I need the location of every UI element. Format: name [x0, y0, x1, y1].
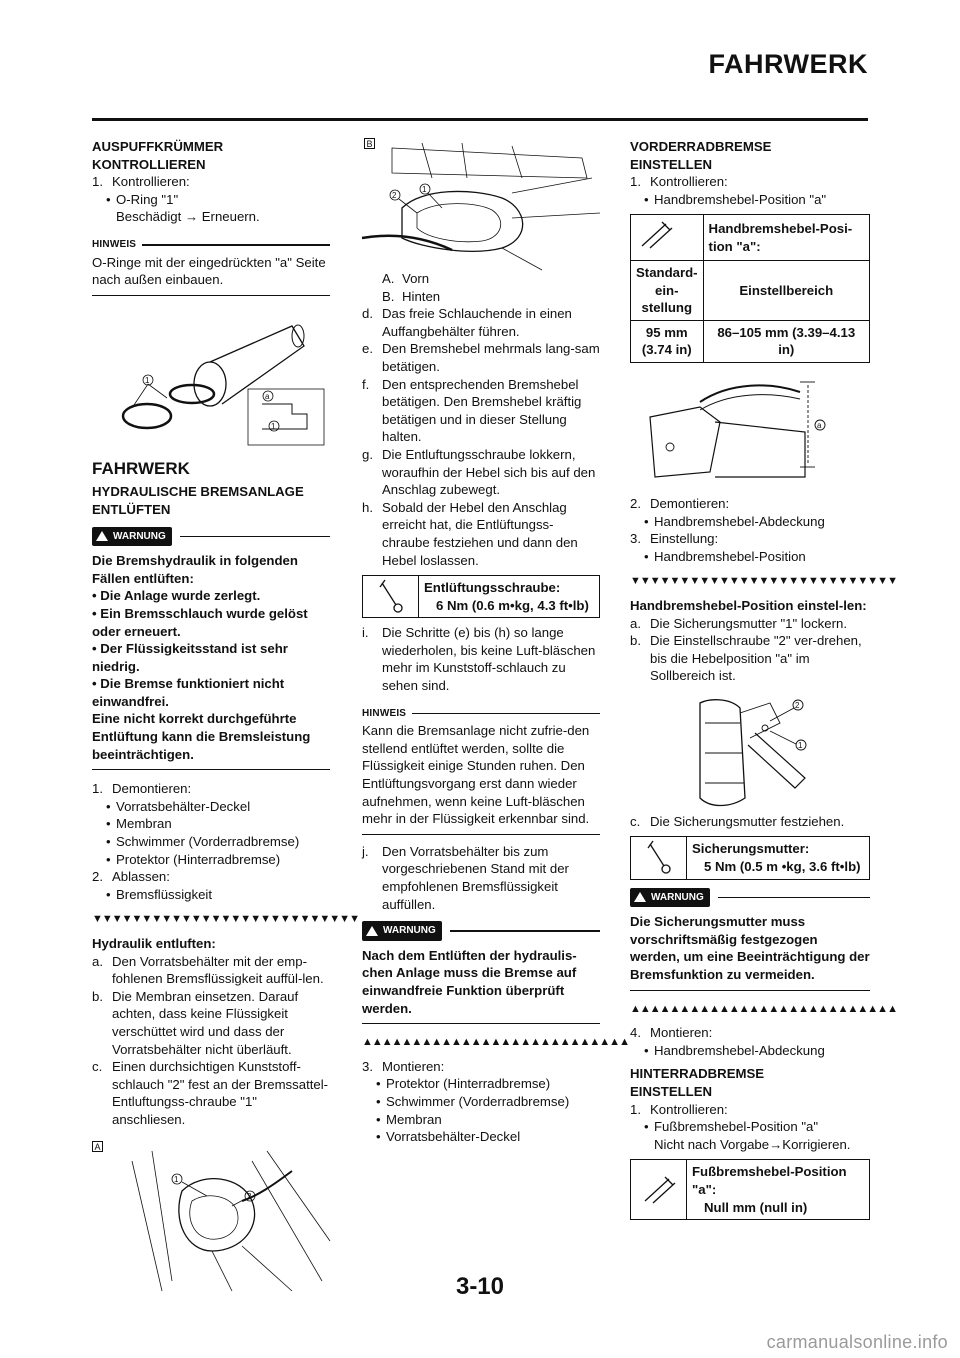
- watermark: carmanualsonline.info: [766, 1332, 948, 1353]
- procedure-title: Handbremshebel-Position einstel-len:: [630, 597, 867, 613]
- lever-position-table: Handbremshebel-Posi-tion "a": Standard-ein-stellung Einstellbereich 95 mm (3.74 in) 86–105 mm (3.39–4.13 in): [630, 214, 870, 363]
- warning-badge: WARNUNG: [630, 888, 710, 908]
- bullet: • Handbremshebel-Position "a": [644, 191, 827, 207]
- hinweis-text: Kann die Bremsanlage nicht zufrie-den stellend entlüftet werden, sollte die Flüssigkeit einige Stunden ruhen. Den Entlüftungsvorgang erst dann wieder aufnehmen, wenn keine Luft-bläschen mehr in der Flüssigkeit erkennbar sind.: [362, 723, 590, 827]
- column-1: [92, 138, 359, 1291]
- section-title: AUSPUFFKRÜMMER: [92, 139, 224, 154]
- subsection-title: HYDRAULISCHE BREMSANLAGE: [92, 484, 304, 500]
- bullet: • Fußbremshebel-Position "a": [644, 1119, 819, 1135]
- bullet-sub: Nicht nach Vorgabe→Korrigieren.: [654, 1136, 851, 1152]
- warning-badge: WARNUNG: [92, 527, 172, 547]
- page-number: 3-10: [455, 1273, 505, 1300]
- hinweis-text: O-Ringe mit der eingedrückten "a" Seite nach außen einbauen.: [92, 254, 326, 288]
- column-3: [630, 138, 897, 1226]
- callout-a: a: [817, 420, 822, 430]
- callout-1b: 1: [271, 421, 276, 431]
- bullet: • Membran: [106, 816, 172, 832]
- proc-step: j. Den Vorratsbehälter bis zum vorgeschriebenen Stand mit der empfohlenen Bremsflüssigkeit auffüllen.: [362, 843, 569, 912]
- section-title-2: EINSTELLEN: [630, 1084, 713, 1099]
- step: 1. Kontrollieren:: [92, 174, 190, 190]
- proc-step: e. Den Bremshebel mehrmals lang-sam betätigen.: [362, 341, 600, 374]
- front-caliper-illustration: [92, 1141, 330, 1291]
- section-title-2: EINSTELLEN: [630, 156, 713, 172]
- callout-1: 1: [174, 1174, 179, 1184]
- bullet: • Handbremshebel-Abdeckung: [644, 513, 825, 529]
- rear-caliper-illustration: [362, 138, 600, 270]
- proc-step: d. Das freie Schlauchende in einen Auffangbehälter führen.: [362, 306, 572, 339]
- proc-step: g. Die Entluftungsschraube lokkern, woraufhin der Hebel sich bis auf den Anschlag zubewegt.: [362, 446, 596, 498]
- title-rule: [92, 118, 868, 121]
- proc-step: h. Sobald der Hebel den Anschlag erreicht hat, die Entlüftungss-chraube festziehen und dann den Hebel loslassen.: [362, 499, 578, 568]
- proc-step: f. Den entsprechenden Bremshebel betätigen. Den Bremshebel kräftig betätigen und in dieser Stellung halten.: [362, 376, 582, 445]
- adjuster-illustration: [630, 693, 870, 813]
- o-ring-illustration: [92, 304, 330, 454]
- warning-badge: WARNUNG: [362, 921, 442, 941]
- hand-lever-illustration: [630, 377, 870, 495]
- start-marks: ▼▼▼▼▼▼▼▼▼▼▼▼▼▼▼▼▼▼▼▼▼▼▼▼▼▼▼: [92, 913, 359, 926]
- warning-icon: [634, 892, 646, 902]
- bullet: • Handbremshebel-Position: [644, 548, 806, 564]
- warning-icon: [366, 926, 378, 936]
- proc-step: a. Den Vorratsbehälter mit der emp-fohlenen Bremsflüssigkeit auffül-len.: [92, 953, 324, 987]
- step: 4. Montieren:: [630, 1025, 713, 1041]
- proc-step: b. Die Membran einsetzen. Darauf achten, dass keine Flüssigkeit verschüttet wird und dass der Vorratsbehälter nicht überläuft.: [92, 988, 299, 1057]
- figure-label: A: [92, 1141, 103, 1152]
- bullet: • Bremsflüssigkeit: [106, 886, 213, 902]
- torque-spec-1: Entlüftungsschraube: 6 Nm (0.6 m•kg, 4.3 ft•lb): [362, 575, 600, 618]
- hinweis-box-2: HINWEIS Kann die Bremsanlage nicht zufrie-den stellend entlüftet werden, sollte die Flüssigkeit einige Stunden ruhen. Den Entlüftungsvorgang erst dann wieder aufnehmen, wenn keine Luft-bläschen mehr in der Flüssigkeit erkennbar sind.: [362, 705, 600, 835]
- start-marks: ▼▼▼▼▼▼▼▼▼▼▼▼▼▼▼▼▼▼▼▼▼▼▼▼▼▼▼: [630, 575, 897, 588]
- proc-step: i. Die Schritte (e) bis (h) so lange wiederholen, bis keine Luft-bläschen mehr im Kunststoff-schlauch zu sehen sind.: [362, 625, 596, 694]
- legend: A. Vorn B. Hinten: [382, 271, 441, 304]
- section-title: HINTERRADBREMSE: [630, 1066, 765, 1082]
- figure-rear-caliper: [362, 138, 600, 270]
- bullet: • Membran: [376, 1111, 442, 1127]
- caliper-icon: [636, 218, 676, 252]
- warning-box-1: WARNUNG Die Bremshydraulik in folgenden Fällen entlüften: • Die Anlage wurde zerlegt. • Ein Bremsschlauch wurde gelöst oder erneuert. • Der Flüssigkeitsstand ist sehr niedrig. • Die Bremse funktioniert nicht einwandfrei. Eine nicht korrekt durchgeführte Entlüftung kann die Bremsleistung beeinträchtigen.: [92, 527, 330, 771]
- procedure-title: Hydraulik entluften:: [92, 936, 216, 951]
- bullet: • Handbremshebel-Abdeckung: [644, 1042, 825, 1058]
- bullet: • Protektor (Hinterradbremse): [106, 851, 281, 867]
- figure-o-ring: [92, 304, 330, 454]
- callout-1: 1: [798, 740, 803, 750]
- bullet: • Schwimmer (Vorderradbremse): [106, 834, 300, 850]
- step: 1. Kontrollieren:: [630, 1101, 728, 1117]
- end-marks: ▲▲▲▲▲▲▲▲▲▲▲▲▲▲▲▲▲▲▲▲▲▲▲▲▲▲▲: [630, 1002, 897, 1015]
- bullet: • Protektor (Hinterradbremse): [376, 1076, 551, 1092]
- bullet: • Vorratsbehälter-Deckel: [376, 1129, 521, 1145]
- callout-2: 2: [392, 191, 397, 200]
- callout-1: 1: [145, 375, 150, 385]
- page-title: FAHRWERK: [708, 49, 868, 79]
- section-title: VORDERRADBREMSE: [630, 139, 772, 154]
- figure-hand-lever: [630, 377, 870, 495]
- callout-a: a: [265, 391, 270, 401]
- proc-step: a. Die Sicherungsmutter "1" lockern.: [630, 615, 848, 631]
- warning-icon: [96, 531, 108, 541]
- caliper-icon-cell: [631, 215, 704, 261]
- callout-1: 1: [422, 185, 427, 194]
- hinweis-box: HINWEIS O-Ringe mit der eingedrückten "a" Seite nach außen einbauen.: [92, 236, 330, 296]
- proc-step: c. Einen durchsichtigen Kunststoff-schlauch "2" fest an der Bremssattel-Entluftungss-chraube "1" anschliesen.: [92, 1059, 329, 1127]
- proc-step: b. Die Einstellschraube "2" ver-drehen, bis die Hebelposition "a" im Sollbereich ist.: [630, 633, 862, 684]
- warning-box-2: WARNUNG Nach dem Entlüften der hydraulis-chen Anlage muss die Bremse auf einwandfreie Funktion überprüft werden.: [362, 921, 600, 1024]
- bullet-sub: Beschädigt → Erneuern.: [116, 209, 260, 225]
- bullet: • O-Ring "1": [106, 191, 179, 207]
- column-2: [362, 138, 629, 1146]
- torque-wrench-icon: [363, 576, 419, 617]
- torque-wrench-icon: [631, 837, 687, 878]
- figure-label: B: [364, 138, 375, 149]
- warning-box-3: WARNUNG Die Sicherungsmutter muss vorschriftsmäßig festgezogen werden, um eine Beeinträchtigung der Bremsfunktion zu vermeiden.: [630, 888, 870, 991]
- callout-2: 2: [247, 1191, 252, 1201]
- section-heading: FAHRWERK: [92, 458, 190, 478]
- proc-step: c. Die Sicherungsmutter festziehen.: [630, 813, 845, 829]
- step: 3. Montieren:: [362, 1058, 445, 1074]
- callout-2: 2: [795, 700, 800, 710]
- step: 3. Einstellung:: [630, 531, 719, 547]
- caliper-icon: [631, 1160, 687, 1219]
- figure-front-caliper: [92, 1141, 330, 1291]
- step: 2. Ablassen:: [92, 869, 170, 885]
- bullet: • Schwimmer (Vorderradbremse): [376, 1093, 570, 1109]
- end-marks: ▲▲▲▲▲▲▲▲▲▲▲▲▲▲▲▲▲▲▲▲▲▲▲▲▲▲▲: [362, 1036, 629, 1049]
- bullet: • Vorratsbehälter-Deckel: [106, 798, 251, 814]
- step: 1. Kontrollieren:: [630, 174, 728, 190]
- section-title-2: KONTROLLIEREN: [92, 156, 206, 172]
- pedal-spec: Fußbremshebel-Position "a": Null mm (null in): [630, 1159, 870, 1220]
- step: 2. Demontieren:: [630, 495, 730, 511]
- torque-spec-2: Sicherungsmutter: 5 Nm (0.5 m •kg, 3.6 ft•lb): [630, 836, 870, 879]
- figure-adjuster: [630, 693, 870, 813]
- subsection-title-2: ENTLÜFTEN: [92, 501, 171, 517]
- step: 1. Demontieren:: [92, 781, 192, 797]
